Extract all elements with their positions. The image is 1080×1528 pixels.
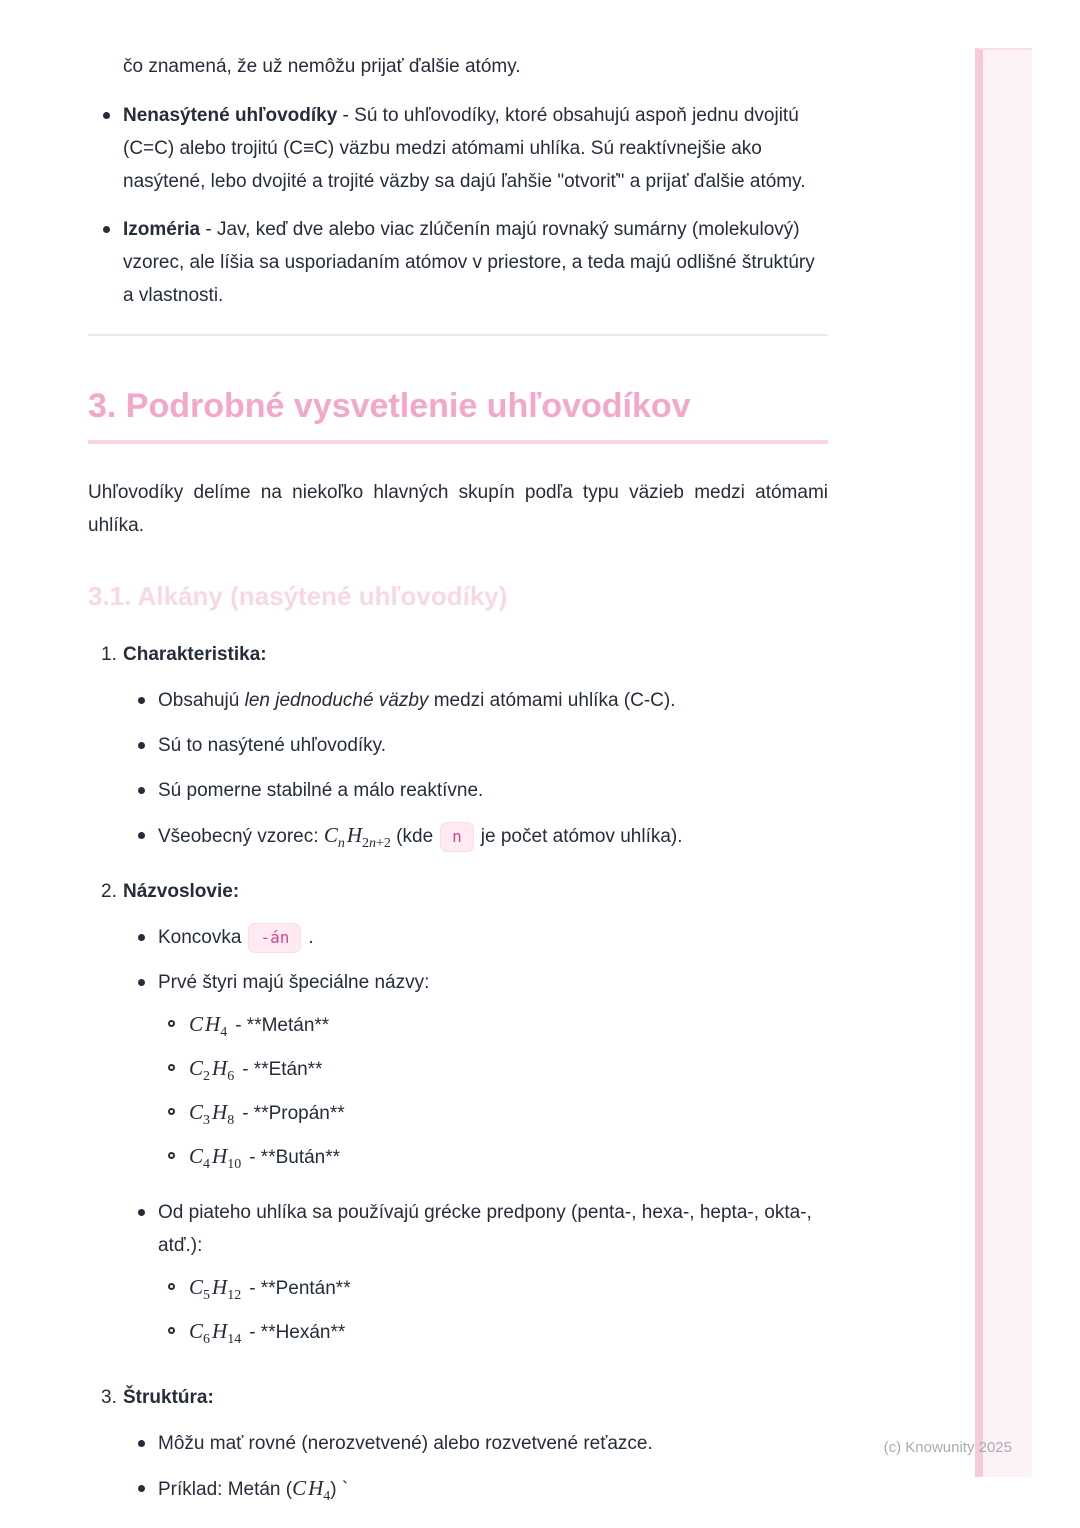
list-item-text: Môžu mať rovné (nerozvetvené) alebo rozvetvené reťazce. [158,1433,653,1454]
list-item [158,1008,828,1042]
code-badge-n: n [440,822,474,852]
list-item [123,966,828,1184]
circle-bullet-icon [168,1064,175,1071]
list-item-text: Sú to nasýtené uhľovodíky. [158,735,387,756]
formula-subscript: n [337,836,345,852]
alkane-formula-line [189,1271,828,1305]
alkane-formula-line [189,1052,828,1086]
circle-bullet-icon [168,1152,175,1159]
alkane-formula-line [189,1315,828,1349]
suffix-line [158,921,828,954]
ordered-item-characteristics [88,638,828,853]
code-badge-an: -án [248,923,301,953]
formula-symbol: C [189,1100,204,1124]
bullet-icon [103,112,110,119]
item-number: 2. [101,881,117,902]
greek-prefixes-block [158,1196,828,1359]
ordered-item-structure [88,1381,828,1506]
copyright-footer: (c) Knowunity 2025 [883,1439,1012,1456]
alkane-name: - **Propán** [242,1103,345,1124]
bullet-icon [138,787,145,794]
formula-subscript: 4 [203,1157,211,1173]
bullet-icon [138,832,145,839]
alkane-name: - **Etán** [242,1059,323,1080]
list-item [158,1052,828,1086]
formula-subscript: 12 [227,1288,242,1304]
formula-subscript: 2 [362,836,369,852]
list-item [158,1315,828,1349]
formula-symbol: C [189,1319,204,1343]
item-number: 1. [101,644,117,665]
formula-c5h12 [189,1275,242,1304]
item-label: Charakteristika: [123,644,267,665]
list-item [158,1271,828,1305]
formula-symbol: H [346,823,362,847]
bullet-icon [103,226,110,233]
example-line [158,1472,828,1506]
text-run: medzi atómami uhlíka (C-C). [428,690,676,711]
ordered-item-head [88,875,828,908]
ordered-item-head [88,638,828,671]
formula-symbol: C [189,1144,204,1168]
circle-bullet-icon [168,1108,175,1115]
formula-subscript: +2 [376,836,391,852]
formula-symbol: H [308,1476,324,1500]
formula-c2h6 [189,1056,235,1085]
list-item [123,1196,828,1359]
list-item [123,1427,828,1460]
text-run: Obsahujú [158,690,245,711]
bullet-icon [138,934,145,941]
nomenclature-bullets [123,921,828,1359]
term-definition: - Sú to uhľovodíky, ktoré obsahujú aspoň jednu dvojitú (C=C) alebo trojitú (C≡C) väzbu medzi atómami uhlíka. Sú reaktívnejšie ako nasýtené, lebo dvojité a trojité väzby sa dajú ľahšie "otvoriť" a prijať ďalšie atómy. [123,105,806,192]
subsection-title: 3.1. Alkány (nasýtené uhľovodíky) [88,581,508,611]
formula-subscript: 2 [203,1069,211,1085]
formula-subscript: 5 [203,1288,211,1304]
list-item-text: Sú pomerne stabilné a málo reaktívne. [158,780,484,801]
special-names-list [158,1008,828,1174]
formula-symbol: H [212,1275,228,1299]
formula-symbol: C [189,1056,204,1080]
list-item [158,1140,828,1174]
definitions-list [88,99,828,312]
text-run: . [308,927,314,948]
list-item-text [158,684,828,717]
structure-bullets [123,1427,828,1506]
formula-symbol: C [292,1476,307,1500]
continuation-paragraph: čo znamená, že už nemôžu prijať ďalšie atómy. [123,56,521,77]
list-item [123,1472,828,1506]
formula-cnh2n2 [323,823,391,852]
alkane-formula-line [189,1140,828,1174]
formula-symbol: H [212,1319,228,1343]
general-formula-line [158,819,828,853]
alkane-name: - **Pentán** [249,1278,351,1299]
term-label: Nenasýtené uhľovodíky [123,105,338,126]
bullet-icon [138,1440,145,1447]
circle-bullet-icon [168,1020,175,1027]
formula-symbol: C [323,823,338,847]
emphasized-text: len jednoduché väzby [244,690,429,711]
list-item-text: Prvé štyri majú špeciálne názvy: [158,972,430,993]
formula-symbol: C [189,1275,204,1299]
item-label: Štruktúra: [123,1387,214,1408]
item-label: Názvoslovie: [123,881,240,902]
text-run: Príklad: Metán ( [158,1479,293,1500]
list-item [123,729,828,762]
text-run: Všeobecný vzorec: [158,826,324,847]
ordered-item-nomenclature [88,875,828,1359]
formula-c3h8 [189,1100,235,1129]
circle-bullet-icon [168,1283,175,1290]
list-item-text [123,99,828,198]
text-run: (kde [390,826,434,847]
formula-c6h14 [189,1319,242,1348]
formula-symbol: H [212,1100,228,1124]
section-intro-paragraph: Uhľovodíky delíme na niekoľko hlavných skupín podľa typu väzieb medzi atómami uhlíka. [88,482,828,536]
alkane-name: - **Hexán** [249,1322,346,1343]
formula-subscript: 4 [323,1489,331,1505]
formula-ch4 [292,1476,331,1505]
alkane-name: - **Metán** [235,1015,330,1036]
greek-prefix-examples-list [158,1271,828,1349]
characteristics-bullets [123,684,828,853]
section-title: 3. Podrobné vysvetlenie uhľovodíkov [88,384,828,444]
list-item [88,99,828,198]
list-item [158,1096,828,1130]
alkanes-ordered-list [88,638,828,1506]
item-number: 3. [101,1387,117,1408]
formula-subscript: n [369,836,376,852]
alkane-formula-line [189,1008,828,1042]
page-edge-strip [975,48,1032,1477]
formula-subscript: 10 [227,1157,242,1173]
formula-symbol: H [212,1144,228,1168]
text-run: Koncovka [158,927,242,948]
list-item [123,921,828,954]
text-run: je počet atómov uhlíka). [480,826,683,847]
formula-symbol: H [205,1012,221,1036]
text-run: ) ` [330,1479,349,1500]
ordered-item-head [88,1381,828,1414]
formula-ch4 [189,1012,228,1041]
formula-c4h10 [189,1144,242,1173]
list-item [88,213,828,312]
formula-subscript: 4 [220,1025,228,1041]
bullet-icon [138,1485,145,1492]
formula-subscript: 8 [227,1113,235,1129]
section-divider [88,334,828,336]
alkane-formula-line [189,1096,828,1130]
bullet-icon [138,697,145,704]
term-definition: - Jav, keď dve alebo viac zlúčenín majú rovnaký sumárny (molekulový) vzorec, ale líšia sa usporiadaním atómov v priestore, a teda majú odlišné štruktúry a vlastnosti. [123,219,815,306]
special-names-block [158,966,828,1184]
bullet-icon [138,742,145,749]
term-label: Izoméria [123,219,201,240]
formula-subscript: 14 [227,1332,242,1348]
list-item [123,684,828,717]
list-item [123,774,828,807]
bullet-icon [138,979,145,986]
bullet-icon [138,1209,145,1216]
formula-symbol: H [212,1056,228,1080]
page-content [88,50,828,1518]
list-item-text: Od piateho uhlíka sa používajú grécke predpony (penta-, hexa-, hepta-, okta-, atď.): [158,1202,812,1256]
formula-subscript: 6 [203,1332,211,1348]
formula-symbol: C [189,1012,204,1036]
alkane-name: - **Bután** [249,1147,341,1168]
formula-subscript: 3 [203,1113,211,1129]
formula-subscript: 6 [227,1069,235,1085]
list-item-text [123,213,828,312]
list-item [123,819,828,853]
circle-bullet-icon [168,1327,175,1334]
